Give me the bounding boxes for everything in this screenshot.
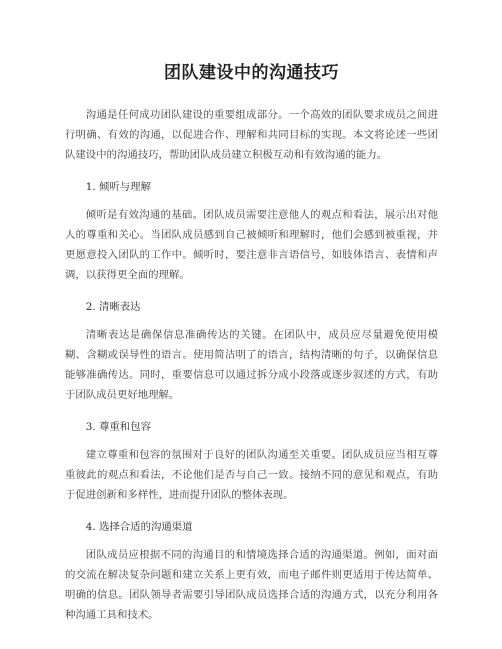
section-body-4: 团队成员应根据不同的沟通目的和情境选择合适的沟通渠道。例如，面对面的交流在解决复杂问题和建立关系上更有效，而电子邮件则更适用于传达简单、明确的信息。团队领导者需要引导团队成员选择合适的沟通方式，以充分利用各种沟通工具和技术。 [65,549,438,621]
spacer [65,165,438,177]
spacer [65,437,438,445]
intro-paragraph: 沟通是任何成功团队建设的重要组成部分。一个高效的团队要求成员之间进行明确、有效的沟通，以促进合作、理解和共同目标的实现。本文将论述一些团队建设中的沟通技巧，帮助团队成员建立积极互动和有效沟通的能力。 [65,109,438,161]
spacer [65,505,438,517]
section-heading-1: 1. 倾听与理解 [85,181,151,193]
section-heading-3: 3. 尊重和包容 [85,421,151,433]
section-body-2: 清晰表达是确保信息准确传达的关键。在团队中，成员应尽量避免使用模糊、含糊或误导性的语言。使用简洁明了的语言，结构清晰的句子，以确保信息能够准确传达。同时，重要信息可以通过拆分成小段落或逐步叙述的方式，有助于团队成员更好地理解。 [65,329,438,401]
spacer [65,537,438,545]
spacer [65,197,438,205]
section-heading-2: 2. 清晰表达 [85,301,141,313]
spacer [65,317,438,325]
section-body-3: 建立尊重和包容的氛围对于良好的团队沟通至关重要。团队成员应当相互尊重彼此的观点和看法，不论他们是否与自己一致。接纳不同的意见和观点，有助于促进创新和多样性，进而提升团队的整体表现。 [65,449,438,501]
section-body-1: 倾听是有效沟通的基础。团队成员需要注意他人的观点和看法，展示出对他人的尊重和关心。当团队成员感到自己被倾听和理解时，他们会感到被重视，并更愿意投入团队的工作中。倾听时，要注意非言语信号，如肢体语言、表情和声调，以获得更全面的理解。 [65,209,438,281]
spacer [65,405,438,417]
spacer [65,285,438,297]
section-heading-4: 4. 选择合适的沟通渠道 [85,521,193,533]
document-title: 团队建设中的沟通技巧 [164,63,339,83]
